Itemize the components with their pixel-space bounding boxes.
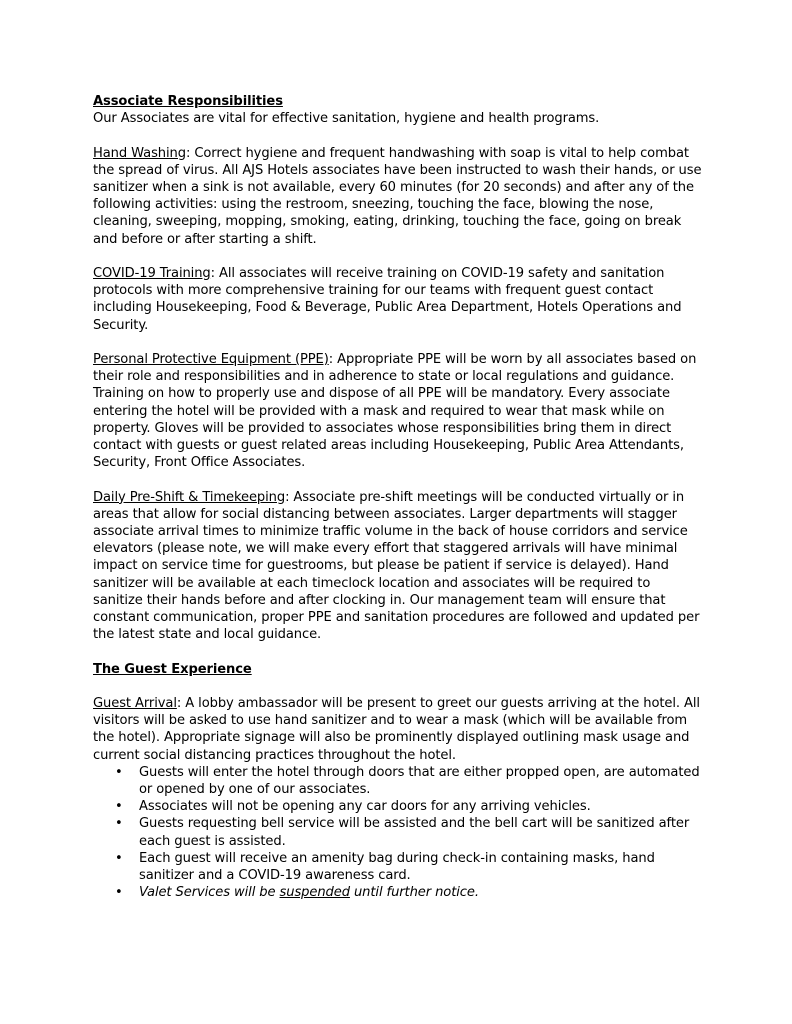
list-item: [93, 850, 703, 884]
list-item-text: Guests will enter the hotel through doors that are either propped open, are automated or opened by one of our associates.: [139, 764, 700, 798]
covid-training-title: COVID-19 Training: [93, 266, 211, 281]
valet-list-item: [93, 884, 703, 901]
valet-suspended-emphasis: suspended: [279, 885, 350, 901]
bullet-icon: •: [115, 885, 123, 901]
hand-washing-body: : Correct hygiene and frequent handwashing with soap is vital to help combat the spread of virus. All AJS Hotels associates have been instructed to wash their hands, or use sanitizer when a sink is not available, every 60 minutes (for 20 seconds) and after any of the following activities: using the restroom, sneezing, touching the face, blowing the nose, cleaning, sweeping, mopping, smoking, eating, drinking, touching the face, going on break and before or after starting a shift.: [93, 145, 702, 247]
list-item-text: Associates will not be opening any car doors for any arriving vehicles.: [139, 799, 591, 815]
pre-shift-title: Daily Pre-Shift & Timekeeping: [93, 489, 286, 505]
document-page: [93, 93, 703, 901]
guest-experience-heading: The Guest Experience: [93, 661, 252, 677]
valet-text-after: until further notice.: [349, 885, 479, 901]
ppe-title: Personal Protective Equipment (PPE): [93, 352, 329, 367]
guest-arrival-title: Guest Arrival: [93, 696, 177, 712]
ppe-body: : Appropriate PPE will be worn by all associates based on their role and responsibilities and in adherence to state or local regulations and guidance. Training on how to properly use and dispose of all PPE will be mandatory. Every associate entering the hotel will be provided with a mask and required to wear that mask while on property. Gloves will be provided to associates whose responsibilities bring them in direct contact with guests or guest related areas including Housekeeping, Public Area Attendants, Security, Front Office Associates.: [93, 352, 697, 471]
guest-arrival-bullet-list: [93, 764, 703, 902]
list-item: [93, 798, 703, 815]
covid-training-body: : All associates will receive training on COVID-19 safety and sanitation protocols with more comprehensive training for our teams with frequent guest contact including Housekeeping, Food & Beverage, Public Area Department, Hotels Operations and Security.: [93, 266, 682, 333]
bullet-icon: •: [115, 850, 123, 866]
associate-intro: Our Associates are vital for effective sanitation, hygiene and health programs.: [93, 111, 600, 127]
list-item: [93, 815, 703, 849]
guest-arrival-paragraph: [93, 695, 703, 764]
bullet-icon: •: [115, 816, 123, 832]
associate-responsibilities-heading: Associate Responsibilities: [93, 94, 283, 109]
valet-text-before: Valet Services will be: [139, 885, 280, 901]
hand-washing-paragraph: [93, 145, 703, 248]
pre-shift-body: : Associate pre-shift meetings will be conducted virtually or in areas that allow for social distancing between associates. Larger departments will stagger associate arrival times to minimize traffic volume in the back of house corridors and service elevators (please note, we will make every effort that staggered arrivals will have minimal impact on service time for guestrooms, but please be patient if service is delayed). Hand sanitizer will be available at each timeclock location and associates will be required to sanitize their hands before and after clocking in. Our management team will ensure that constant communication, proper PPE and sanitation procedures are followed and updated per the latest state and local guidance.: [93, 489, 700, 643]
list-item-text: Guests requesting bell service will be assisted and the bell cart will be sanitized after each guest is assisted.: [139, 816, 690, 849]
bullet-icon: •: [115, 764, 123, 780]
list-item-text: Each guest will receive an amenity bag during check-in containing masks, hand sanitizer and a COVID-19 awareness card.: [139, 850, 655, 884]
ppe-paragraph: [93, 351, 703, 471]
hand-washing-title: Hand Washing: [93, 145, 186, 161]
list-item: [93, 764, 703, 798]
bullet-icon: •: [115, 799, 123, 815]
pre-shift-paragraph: [93, 489, 703, 644]
covid-training-paragraph: [93, 265, 703, 334]
guest-arrival-body: : A lobby ambassador will be present to greet our guests arriving at the hotel. All visitors will be asked to use hand sanitizer and to wear a mask (which will be available from the hotel). Appropriate signage will also be prominently displayed outlining mask usage and current social distancing practices throughout the hotel.: [93, 696, 700, 763]
